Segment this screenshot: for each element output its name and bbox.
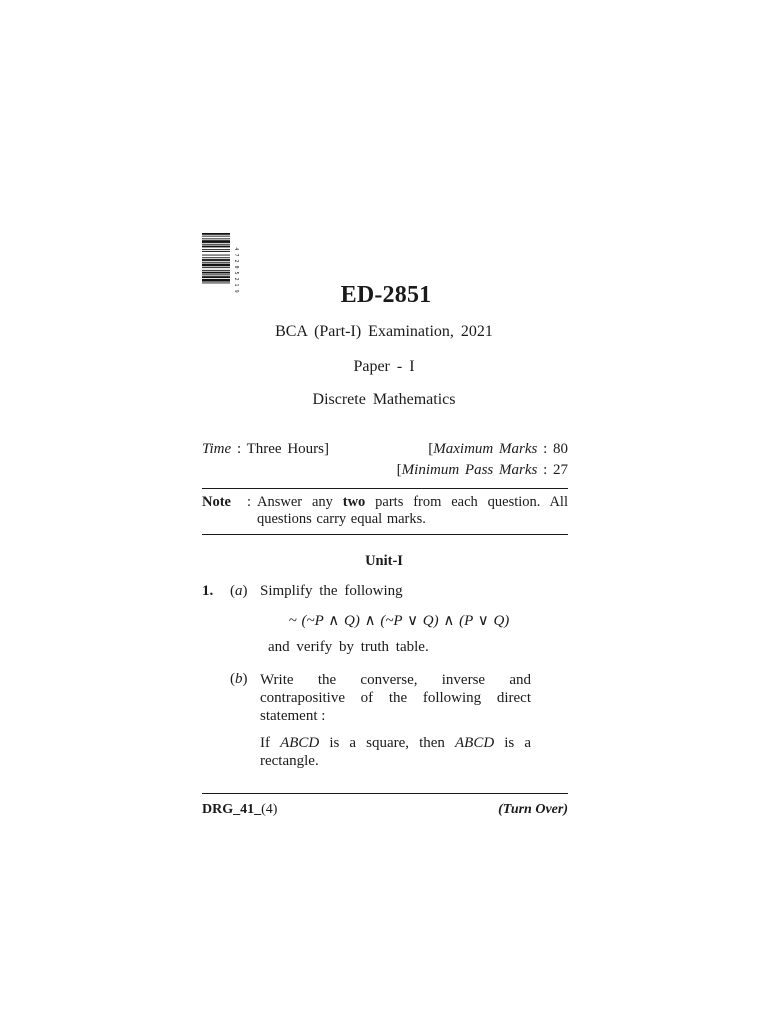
time-separator: :	[231, 441, 247, 457]
stmt-part-2: is a square, then	[319, 735, 456, 751]
stmt-italic-2: ABCD	[455, 735, 495, 751]
part-a-label	[230, 583, 248, 600]
barcode-bar	[202, 267, 230, 268]
unit-heading: Unit-I	[365, 553, 403, 569]
max-marks-value: 80	[553, 441, 568, 457]
barcode-bar	[202, 251, 230, 252]
time-label: Time	[202, 441, 232, 457]
footer-code	[202, 802, 277, 818]
part-b-label	[230, 671, 248, 688]
part-a-open: (	[230, 583, 235, 599]
barcode-bar	[202, 240, 230, 243]
stmt-italic-1: ABCD	[280, 735, 320, 751]
stmt-part-3: is a rectangle.	[260, 735, 531, 769]
min-marks-separator: :	[537, 462, 553, 478]
barcode-bar	[202, 274, 230, 275]
note-text	[257, 494, 568, 528]
part-b-text: Write the converse, inverse and contrapositive of the following direct statement :	[260, 672, 531, 724]
min-marks-row	[202, 462, 568, 482]
min-marks-value: 27	[553, 462, 568, 478]
footer-code-rest: (4)	[261, 802, 278, 817]
barcode-bar	[202, 233, 230, 235]
barcode-bar	[202, 264, 230, 267]
divider-bottom	[202, 793, 568, 794]
part-a-letter: a	[235, 583, 243, 599]
part-b-letter: b	[235, 671, 243, 687]
question-number: 1.	[202, 583, 214, 599]
max-marks	[428, 441, 568, 458]
max-marks-separator: :	[537, 441, 553, 457]
barcode-bar	[202, 244, 230, 245]
turn-over-label: (Turn Over)	[498, 802, 568, 817]
part-b-statement	[260, 734, 531, 770]
paper-number: Paper - I	[353, 358, 415, 375]
barcode-bar	[202, 255, 230, 256]
divider-top	[202, 488, 568, 489]
note-colon: :	[247, 494, 252, 510]
barcode-bar	[202, 236, 230, 237]
max-marks-bracket: [	[428, 441, 434, 457]
part-a-text: Simplify the following	[260, 583, 403, 599]
barcode-bar	[202, 246, 230, 248]
time-info	[202, 441, 329, 458]
part-a-close: )	[242, 583, 248, 599]
barcode-bar	[202, 270, 230, 271]
barcode-bar	[202, 272, 230, 274]
barcode-bar	[202, 276, 230, 278]
barcode-bar	[202, 262, 230, 263]
note-text-before: Answer any	[257, 494, 343, 510]
part-b-open: (	[230, 671, 235, 687]
time-value: Three Hours]	[246, 441, 329, 457]
exam-title: BCA (Part-I) Examination, 2021	[275, 323, 493, 340]
logic-expression: ~ (~P ∧ Q) ∧ (~P ∨ Q) ∧ (P ∨ Q)	[288, 613, 510, 629]
barcode-bar	[202, 249, 230, 250]
barcode-digits: 4 7 2 0 5 2 1 9	[233, 247, 239, 293]
footer-code-bold: DRG_41_	[202, 802, 262, 817]
note-text-bold: two	[342, 494, 366, 510]
min-marks-label: Minimum Pass Marks	[401, 462, 538, 478]
min-marks	[397, 462, 568, 479]
barcode-bar	[202, 259, 230, 261]
time-marks-row	[202, 441, 568, 461]
stmt-part-1: If	[260, 735, 281, 751]
max-marks-label: Maximum Marks	[433, 441, 538, 457]
min-marks-bracket: [	[396, 462, 402, 478]
barcode-bars	[202, 233, 230, 283]
part-b-close: )	[242, 671, 248, 687]
note-text-after: parts from each question. All questions carry equal marks.	[257, 494, 568, 527]
paper-code: ED-2851	[340, 282, 432, 308]
barcode-bar	[202, 257, 230, 258]
barcode-bar	[202, 238, 230, 239]
note-label: Note	[202, 494, 231, 510]
divider-middle	[202, 534, 568, 535]
part-a-verify: and verify by truth table.	[268, 639, 429, 655]
subject-title: Discrete Mathematics	[312, 391, 456, 408]
